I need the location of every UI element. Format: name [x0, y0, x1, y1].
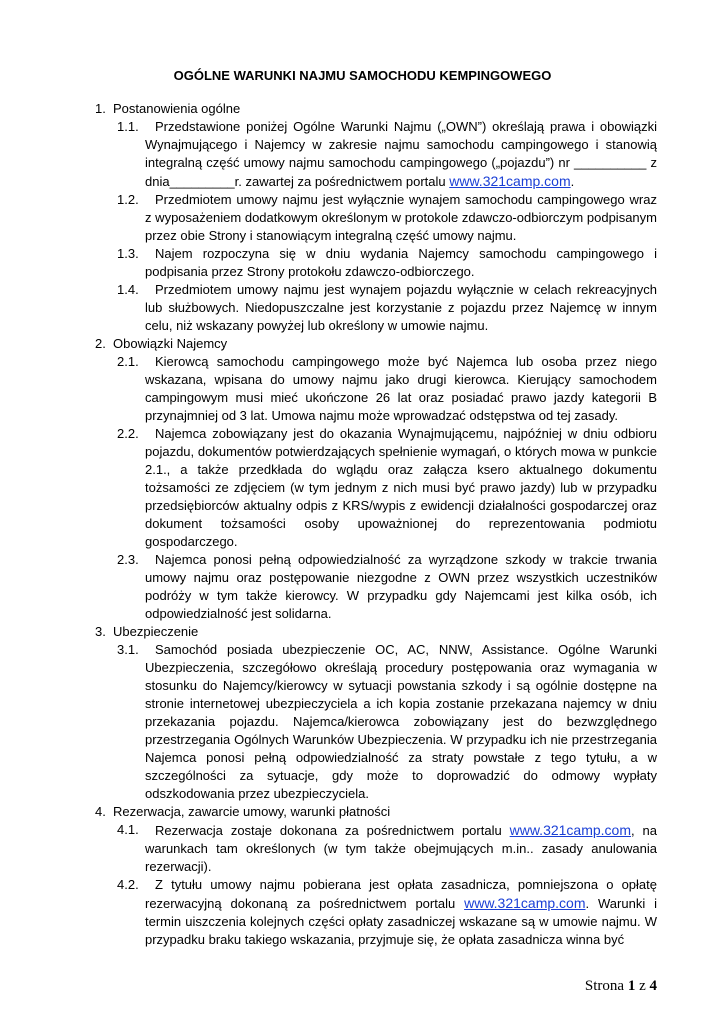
clause — [95, 551, 657, 623]
clause-text-part: Przedstawione poniżej Ogólne Warunki Najmu („OWN”) określają prawa i obowiązki Wynajmującego i Najemcy w zakresie najmu samochodu campingowego i stanowią integralną część umowy najmu samochodu campingowego („pojazdu”) nr __________ z dnia_________r. zawartej za pośrednictwem portalu — [145, 119, 657, 189]
clause-number: 2.2. — [117, 426, 139, 441]
clause-text — [145, 821, 657, 876]
section-heading-text: Ubezpieczenie — [113, 624, 199, 639]
page-footer — [585, 978, 657, 995]
footer-of: z — [639, 978, 646, 994]
clause — [95, 245, 657, 281]
clause-text-part: Rezerwacja zostaje dokonana za pośrednictwem portalu — [155, 823, 510, 838]
footer-total-pages: 4 — [649, 978, 657, 994]
clause-text — [145, 641, 657, 803]
clause-text-part: Najemca zobowiązany jest do okazania Wynajmującemu, najpóźniej w dniu odbioru pojazdu, dokumentów potwierdzających spełnienie wymagań, o których mowa w punkcie 2.1., a także przedkłada do wglądu oraz załącza ksero aktualnego dokumentu tożsamości ze zdjęciem (w tym jednym z nich musi być prawo jazdy) lub w przypadku przedsiębiorców aktualny odpis z KRS/wypis z ewidencji działalności gospodarczej oraz dokument tożsamości osoby upoważnionej do reprezentowania podmiotu gospodarczego. — [145, 426, 657, 549]
section-number: 3. — [95, 624, 106, 639]
clause-text — [145, 191, 657, 245]
clause-text-part: Samochód posiada ubezpieczenie OC, AC, NNW, Assistance. Ogólne Warunki Ubezpieczenia, szczegółowo określają procedury postępowania oraz wymagania w stosunku do Najemcy/kierowcy w sytuacji powstania szkody i są ogólnie dostępne na stronie internetowej ubezpieczyciela a ich kopia zostanie przekazana najemcy w dniu przekazania pojazdu. Najemca/kierowca zobowiązany jest do bezwzględnego przestrzegania Ogólnych Warunków Ubezpieczenia. W przypadku ich nie przestrzegania Najemca ponosi pełną odpowiedzialność za straty powstałe z tego tytułu, a w szczególności za sytuacje, gdy może to doprowadzić do odmowy wypłaty odszkodowania przez ubezpieczyciela. — [145, 642, 657, 801]
clause-text-part: Najemca ponosi pełną odpowiedzialność za wyrządzone szkody w trakcie trwania umowy najmu oraz postępowanie niezgodne z OWN przez wszystkich uczestników podróży w tym także kierowcy. W przypadku gdy Najemcami jest kilka osób, ich odpowiedzialność jest solidarna. — [145, 552, 657, 621]
section-heading-text: Postanowienia ogólne — [113, 101, 241, 116]
clause-number: 4.2. — [117, 877, 139, 892]
section-heading-text: Obowiązki Najemcy — [113, 336, 228, 351]
clause-text — [145, 245, 657, 281]
section-heading-text: Rezerwacja, zawarcie umowy, warunki płatności — [113, 804, 391, 819]
clause-number: 1.1. — [117, 119, 139, 134]
clause-text-part: Przedmiotem umowy najmu jest wynajem pojazdu wyłącznie w celach rekreacyjnych lub służbowych. Niedopuszczalne jest korzystanie z pojazdu przez Najemcę w innym celu, niż wskazany powyżej lub określony w umowie najmu. — [145, 282, 657, 333]
clause — [95, 821, 657, 876]
clause-text — [145, 425, 657, 551]
section — [95, 335, 657, 623]
clause-number: 4.1. — [117, 822, 139, 837]
document-title: OGÓLNE WARUNKI NAJMU SAMOCHODU KEMPINGOWEGO — [173, 68, 552, 83]
section-number: 1. — [95, 101, 106, 116]
clause-number: 2.3. — [117, 552, 139, 567]
section-heading — [95, 100, 657, 118]
section-heading — [95, 623, 657, 641]
portal-link[interactable]: www.321camp.com — [464, 895, 586, 911]
clause — [95, 191, 657, 245]
clause — [95, 281, 657, 335]
clause-text-part: Kierowcą samochodu campingowego może być Najemca lub osoba przez niego wskazana, wpisana do umowy najmu jako drugi kierowca. Kierujący samochodem campingowym musi mieć ukończone 26 lat oraz posiadać prawo jazdy kategorii B przynajmniej od 3 lat. Umowa najmu może wprowadzać odstępstwa od tej zasady. — [145, 354, 657, 423]
clause-number: 1.3. — [117, 246, 139, 261]
clause-number: 3.1. — [117, 642, 139, 657]
clause — [95, 425, 657, 551]
footer-label: Strona — [584, 978, 625, 994]
section — [95, 803, 657, 949]
clause-text — [145, 876, 657, 949]
clause-number: 2.1. — [117, 354, 139, 369]
section — [95, 623, 657, 803]
section — [95, 100, 657, 335]
clause — [95, 118, 657, 191]
clause-text — [145, 118, 657, 191]
portal-link[interactable]: www.321camp.com — [509, 822, 632, 838]
clause-text-part: , na warunkach tam określonych (w tym także obejmujących m.in.. zasady anulowania rezerwacji). — [145, 823, 658, 874]
clause-text-part: Najem rozpoczyna się w dniu wydania Najemcy samochodu campingowego i podpisania przez Strony protokołu zdawczo-odbiorczego. — [145, 246, 657, 279]
clause-text-part: . Warunki i termin uiszczenia kolejnych części opłaty zasadniczej wskazane są w umowie najmu. W przypadku braku takiego wskazania, przyjmuje się, że opłata zasadnicza winna być — [145, 896, 657, 947]
footer-page-number: 1 — [627, 978, 636, 994]
clause-text — [145, 353, 657, 425]
section-heading — [95, 335, 657, 353]
document-body — [95, 100, 657, 949]
portal-link[interactable]: www.321camp.com — [449, 173, 571, 189]
clause-number: 1.4. — [117, 282, 139, 297]
section-heading — [95, 803, 657, 821]
clause — [95, 353, 657, 425]
section-number: 4. — [95, 804, 106, 819]
clause-text — [145, 281, 657, 335]
clause-number: 1.2. — [117, 192, 139, 207]
clause — [95, 641, 657, 803]
clause-text-part: . — [570, 174, 575, 189]
clause-text-part: Przedmiotem umowy najmu jest wyłącznie wynajem samochodu campingowego wraz z wyposażeniem dodatkowym określonym w protokole zdawczo-odbiorczym podpisanym przez obie Strony i stanowiącym integralną część umowy najmu. — [145, 192, 657, 243]
clause — [95, 876, 657, 949]
clause-text — [145, 551, 657, 623]
section-number: 2. — [95, 336, 106, 351]
clause-text-part: Z tytułu umowy najmu pobierana jest opłata zasadnicza, pomniejszona o opłatę rezerwacyjną dokonaną za pośrednictwem portalu — [145, 877, 657, 911]
